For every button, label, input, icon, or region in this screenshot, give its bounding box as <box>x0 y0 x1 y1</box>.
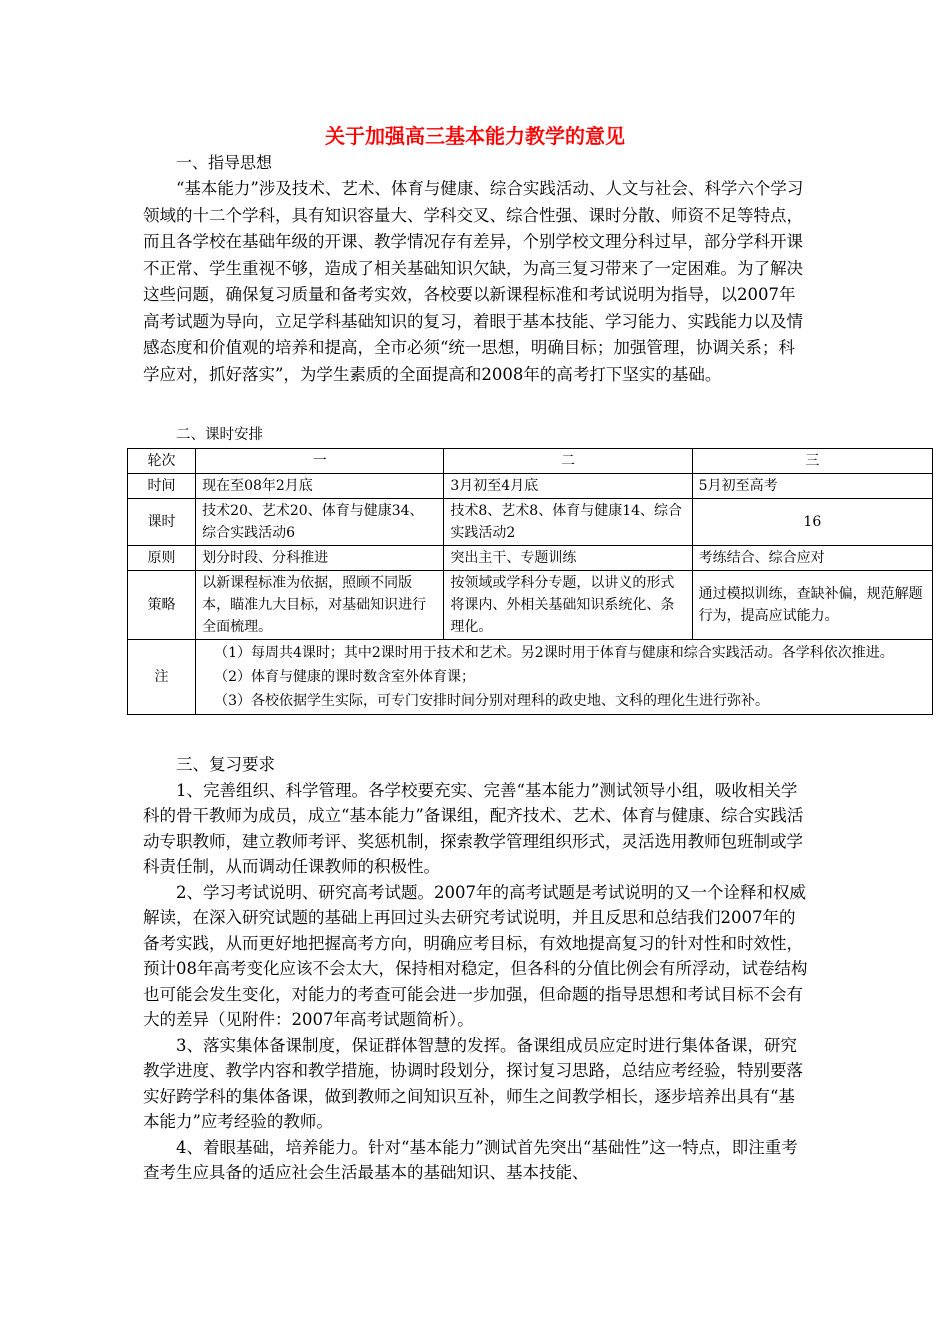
table-header-row <box>128 449 933 474</box>
note-item: （2）体育与健康的课时数含室外体育课； <box>214 669 475 685</box>
guiding-thought-paragraph: “基本能力”涉及技术、艺术、体育与健康、综合实践活动、人文与社会、科学六个学习领域的十二个学科，具有知识容量大、学科交叉、综合性强、课时分散、师资不足等特点，而且各学校在基础年级的开课、教学情况存有差异，个别学校文理分科过早，部分学科开课不正常、学生重视不够，造成了相关基础知识欠缺，为高三复习带来了一定困难。为了解决这些问题，确保复习质量和备考实效，各校要以新课程标准和考试说明为指导，以2007年高考试题为导向，立足学科基础知识的复习，着眼于基本技能、学习能力、实践能力以及情感态度和价值观的培养和提高，全市必须“统一思想，明确目标；加强管理，协调关系；科学应对，抓好落实”，为学生素质的全面提高和2008年的高考打下坚实的基础。 <box>143 179 804 384</box>
review-requirements-section <box>143 752 808 1186</box>
table-cell: 突出主干、专题训练 <box>444 546 692 571</box>
table-cell: 现在至08年2月底 <box>196 474 444 499</box>
section-heading-schedule: 二、课时安排 <box>176 427 263 443</box>
table-cell: 技术20、艺术20、体育与健康34、综合实践活动6 <box>196 499 444 546</box>
header-cell-round: 轮次 <box>128 449 196 474</box>
row-label: 时间 <box>128 474 196 499</box>
note-item: （1）每周共4课时；其中2课时用于技术和艺术。另2课时用于体育与健康和综合实践活动。各学科依次推进。 <box>214 645 894 661</box>
table-row-hours <box>128 499 933 546</box>
document-title: 关于加强高三基本能力教学的意见 <box>325 124 625 148</box>
table-cell: 考练结合、综合应对 <box>692 546 932 571</box>
table-cell: 按领域或学科分专题，以讲义的形式将课内、外相关基础知识系统化、条理化。 <box>444 571 692 640</box>
row-label: 策略 <box>128 571 196 640</box>
requirement-paragraph: 4、着眼基础，培养能力。针对“基本能力”测试首先突出“基础性”这一特点，即注重考查考生应具备的适应社会生活最基本的基础知识、基本技能、 <box>143 1137 798 1182</box>
table-row-time <box>128 474 933 499</box>
requirement-paragraph: 3、落实集体备课制度，保证群体智慧的发挥。备课组成员应定时进行集体备课，研究教学进度、教学内容和教学措施，协调时段划分，探讨复习思路，总结应考经验，特别要落实好跨学科的集体备课，做到教师之间知识互补，师生之间教学相长，逐步培养出具有“基本能力”应考经验的教师。 <box>143 1035 803 1131</box>
table-cell: 3月初至4月底 <box>444 474 692 499</box>
table-cell: 通过模拟训练，查缺补偏，规范解题行为，提高应试能力。 <box>692 571 932 640</box>
table-cell: 5月初至高考 <box>692 474 932 499</box>
note-item: （3）各校依据学生实际，可专门安排时间分别对理科的政史地、文科的理化生进行弥补。 <box>214 693 769 709</box>
table-row-strategy <box>128 571 933 640</box>
table-row-principle <box>128 546 933 571</box>
requirement-paragraph: 2、学习考试说明、研究高考试题。2007年的高考试题是考试说明的又一个诠释和权威解读，在深入研究试题的基础上再回过头去研究考试说明，并且反思和总结我们2007年的备考实践，从而更好地把握高考方向，明确应考目标，有效地提高复习的针对性和时效性，预计08年高考变化应该不会太大，保持相对稳定，但各科的分值比例会有所浮动，试卷结构也可能会发生变化，对能力的考查可能会进一步加强，但命题的指导思想和考试目标不会有大的差异（见附件：2007年高考试题简析）。 <box>143 882 808 1029</box>
header-cell-round-1: 一 <box>196 449 444 474</box>
schedule-table <box>127 448 933 715</box>
table-cell: 16 <box>692 499 932 546</box>
section-heading-guiding-thought: 一、指导思想 <box>176 153 273 172</box>
table-cell: 技术8、艺术8、体育与健康14、综合实践活动2 <box>444 499 692 546</box>
table-cell: 以新课程标准为依据，照顾不同版本，瞄准九大目标，对基础知识进行全面梳理。 <box>196 571 444 640</box>
table-row-notes <box>128 640 933 715</box>
row-label: 原则 <box>128 546 196 571</box>
requirement-paragraph: 1、完善组织、科学管理。各学校要充实、完善“基本能力”测试领导小组，吸收相关学科的骨干教师为成员，成立“基本能力”备课组，配齐技术、艺术、体育与健康、综合实践活动专职教师，建立教师考评、奖惩机制，探索教学管理组织形式，灵活选用教师包班制或学科责任制，从而调动任课教师的积极性。 <box>143 780 804 876</box>
row-label: 课时 <box>128 499 196 546</box>
header-cell-round-2: 二 <box>444 449 692 474</box>
row-label: 注 <box>128 640 196 715</box>
header-cell-round-3: 三 <box>692 449 932 474</box>
notes-cell <box>196 640 933 715</box>
table-cell: 划分时段、分科推进 <box>196 546 444 571</box>
section-heading-requirements: 三、复习要求 <box>176 755 275 774</box>
